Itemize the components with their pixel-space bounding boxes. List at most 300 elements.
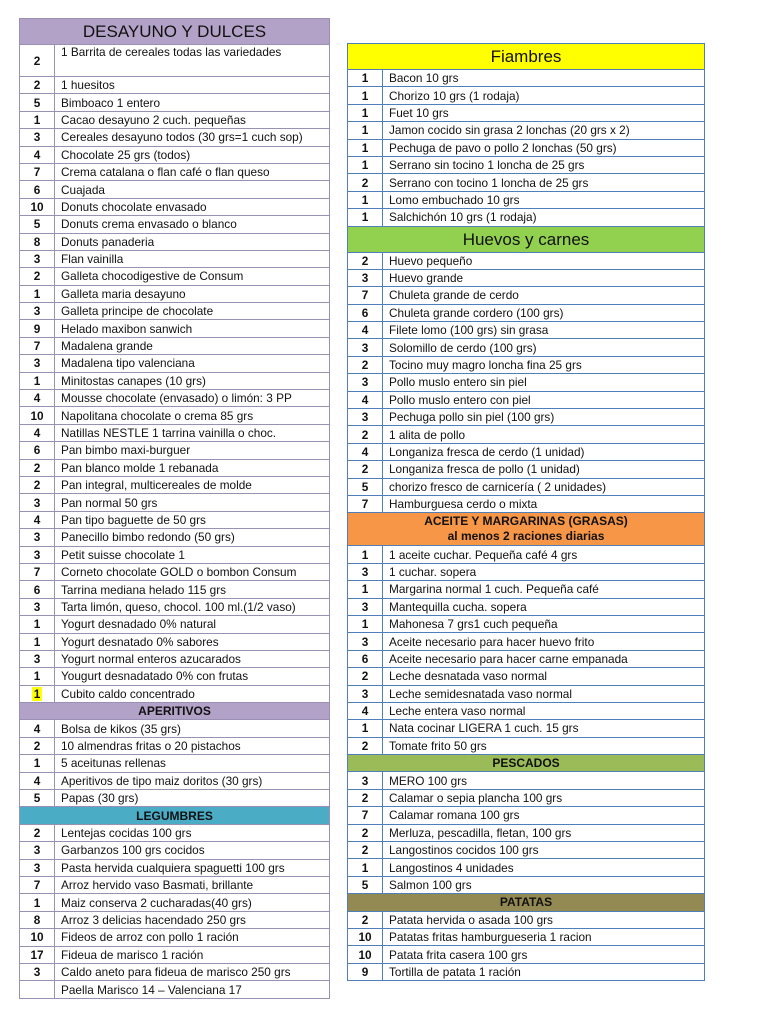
table-row: [20, 163, 330, 180]
food-item: Yogurt desnadado 0% natural: [55, 616, 330, 633]
table-row: [348, 928, 705, 945]
portion-count: 1: [33, 617, 41, 632]
table-row: [20, 250, 330, 267]
portion-count: 4: [33, 512, 41, 527]
table-row: [20, 442, 330, 459]
food-item: Filete lomo (100 grs) sin grasa: [383, 322, 705, 339]
food-item: Pechuga de pavo o pollo 2 lonchas (50 grs): [383, 139, 705, 156]
portion-count: 2: [361, 253, 369, 268]
table-row: [348, 824, 705, 841]
table-row: [20, 320, 330, 337]
portion-count-cell: [348, 461, 383, 478]
table-row: [348, 287, 705, 304]
food-item: Pollo muslo entero con piel: [383, 391, 705, 408]
food-item: Donuts crema envasado o blanco: [55, 216, 330, 233]
portion-count-cell: [348, 322, 383, 339]
table-row: [348, 581, 705, 598]
food-item: 1 cuchar. sopera: [383, 563, 705, 580]
portion-count: 3: [33, 547, 41, 562]
food-item: Bacon 10 grs: [383, 70, 705, 87]
portion-count-cell: [20, 390, 55, 407]
portion-count-cell: [348, 650, 383, 667]
portion-count-cell: [348, 252, 383, 269]
table-row: [20, 372, 330, 389]
food-item: Madalena tipo valenciana: [55, 355, 330, 372]
portion-count: 2: [361, 843, 369, 858]
portion-count-cell: [20, 563, 55, 580]
table-row: [20, 720, 330, 737]
table-row: [348, 737, 705, 754]
portion-count: 6: [361, 651, 369, 666]
portion-count: 3: [33, 860, 41, 875]
portion-count-cell: [348, 409, 383, 426]
section-title: [348, 44, 705, 70]
food-item: Tortilla de patata 1 ración: [383, 963, 705, 980]
portion-count: 3: [33, 843, 41, 858]
portion-count: 3: [33, 530, 41, 545]
food-item: Crema catalana o flan café o flan queso: [55, 163, 330, 180]
section-title: [348, 755, 705, 772]
portion-count: 2: [33, 739, 41, 754]
food-item: Calamar romana 100 grs: [383, 807, 705, 824]
portion-count: 1: [361, 123, 369, 138]
portion-count: 1: [361, 158, 369, 173]
portion-count-cell: [348, 807, 383, 824]
food-item: Tarta limón, queso, chocol. 100 ml.(1/2 vaso): [55, 598, 330, 615]
food-item: Pan tipo baguette de 50 grs: [55, 511, 330, 528]
portion-count-cell: [20, 511, 55, 528]
table-row: [348, 807, 705, 824]
portion-count-cell: [348, 426, 383, 443]
portion-count-cell: [20, 685, 55, 702]
portion-count-cell: [348, 287, 383, 304]
portion-count-cell: [20, 163, 55, 180]
portion-count: 4: [33, 721, 41, 736]
portion-count: 6: [361, 305, 369, 320]
portion-count: 7: [361, 288, 369, 303]
portion-count: 1: [361, 140, 369, 155]
portion-count: 3: [33, 252, 41, 267]
section-title: [348, 226, 705, 252]
table-row: [348, 269, 705, 286]
table-row: [348, 122, 705, 139]
portion-count-cell: [348, 772, 383, 789]
portion-count: 4: [33, 147, 41, 162]
portion-count-cell: [348, 563, 383, 580]
portion-count-cell: [20, 303, 55, 320]
portion-count: 2: [361, 358, 369, 373]
portion-count-cell: [348, 946, 383, 963]
table-row: [348, 374, 705, 391]
portion-count-cell: [20, 111, 55, 128]
food-item: Fuet 10 grs: [383, 104, 705, 121]
food-item: 10 almendras fritas o 20 pistachos: [55, 737, 330, 754]
food-item: Pan normal 50 grs: [55, 494, 330, 511]
food-item: Merluza, pescadilla, fletan, 100 grs: [383, 824, 705, 841]
table-row: [348, 104, 705, 121]
portion-count-cell: [20, 876, 55, 893]
portion-count: 5: [361, 877, 369, 892]
food-item: Donuts chocolate envasado: [55, 198, 330, 215]
table-row: [348, 876, 705, 893]
food-item: Flan vainilla: [55, 250, 330, 267]
food-item: Helado maxibon sanwich: [55, 320, 330, 337]
table-row: [20, 685, 330, 702]
food-item: Panecillo bimbo redondo (50 grs): [55, 529, 330, 546]
table-row: [348, 174, 705, 191]
food-item: Tarrina mediana helado 115 grs: [55, 581, 330, 598]
food-item: Langostinos cocidos 100 grs: [383, 842, 705, 859]
food-item: Lomo embuchado 10 grs: [383, 191, 705, 208]
portion-count-cell: [20, 842, 55, 859]
portion-count-cell: [348, 963, 383, 980]
portion-count: 2: [33, 825, 41, 840]
table-row: [20, 77, 330, 94]
table-row: [20, 337, 330, 354]
portion-count: 3: [33, 652, 41, 667]
portion-count: 1: [33, 286, 41, 301]
table-row: [20, 650, 330, 667]
food-item: 5 aceitunas rellenas: [55, 755, 330, 772]
portion-count-cell: [20, 216, 55, 233]
food-item: Mahonesa 7 grs1 cuch pequeña: [383, 615, 705, 632]
portion-count: 10: [30, 930, 44, 945]
portion-count-cell: [348, 304, 383, 321]
portion-count-cell: [348, 174, 383, 191]
food-item: Leche semidesnatada vaso normal: [383, 685, 705, 702]
table-row: [348, 650, 705, 667]
portion-count: 2: [361, 175, 369, 190]
table-row: [20, 668, 330, 685]
table-row: [348, 946, 705, 963]
portion-count: 10: [358, 930, 372, 945]
table-row: [20, 598, 330, 615]
portion-count: 6: [33, 182, 41, 197]
table-row: [348, 70, 705, 87]
table-row: [20, 929, 330, 946]
food-item: Caldo aneto para fideua de marisco 250 grs: [55, 963, 330, 980]
table-row: [20, 45, 330, 77]
food-item: Fideos de arroz con pollo 1 ración: [55, 929, 330, 946]
table-row: [348, 685, 705, 702]
food-item: Huevo grande: [383, 269, 705, 286]
portion-count: 1: [33, 634, 41, 649]
table-row: [348, 911, 705, 928]
portion-count-cell: [20, 424, 55, 441]
portion-count-cell: [348, 876, 383, 893]
food-item: Huevo pequeño: [383, 252, 705, 269]
table-row: [348, 461, 705, 478]
table-row: [20, 407, 330, 424]
food-item: Natillas NESTLE 1 tarrina vainilla o choc.: [55, 424, 330, 441]
portion-count: 3: [33, 599, 41, 614]
section-header: [348, 894, 705, 911]
portion-count: 2: [361, 462, 369, 477]
table-row: [348, 209, 705, 226]
table-row: [20, 790, 330, 807]
section-title-text: APERITIVOS: [138, 704, 211, 719]
food-item: Yogurt desnatado 0% sabores: [55, 633, 330, 650]
food-item: Chuleta grande cordero (100 grs): [383, 304, 705, 321]
portion-count-cell: [348, 122, 383, 139]
portion-count-cell: [20, 94, 55, 111]
portion-count: 6: [33, 443, 41, 458]
portion-count-cell: [20, 129, 55, 146]
portion-count-cell: [20, 650, 55, 667]
portion-count-cell: [348, 391, 383, 408]
portion-count: 1: [33, 895, 41, 910]
table-row: [348, 156, 705, 173]
section-title-text: ACEITE Y MARGARINAS (GRASAS): [424, 514, 628, 529]
portion-count-cell: [348, 685, 383, 702]
portion-count-cell: [20, 442, 55, 459]
portion-count: 7: [361, 808, 369, 823]
table-row: [348, 443, 705, 460]
section-title: [20, 703, 330, 720]
table-row: [348, 789, 705, 806]
portion-count-cell: [348, 633, 383, 650]
desayuno-table: [19, 18, 330, 999]
table-row: [348, 633, 705, 650]
food-item: Hamburguesa cerdo o mixta: [383, 495, 705, 512]
portion-count: 1: [361, 88, 369, 103]
portion-count-cell: [20, 946, 55, 963]
portion-count: 4: [33, 426, 41, 440]
food-item: Solomillo de cerdo (100 grs): [383, 339, 705, 356]
portion-count-cell: [348, 374, 383, 391]
food-item: Mousse chocolate (envasado) o limón: 3 PP: [55, 390, 330, 407]
food-item: Arroz 3 delicias hacendado 250 grs: [55, 911, 330, 928]
portion-count-cell: [348, 356, 383, 373]
portion-count-cell: [20, 546, 55, 563]
section-title: [20, 807, 330, 824]
portion-count: 2: [361, 669, 369, 684]
portion-count-cell: [20, 581, 55, 598]
portion-count: 3: [33, 965, 41, 980]
section-title: [348, 894, 705, 911]
portion-count-cell: [348, 87, 383, 104]
portion-count-cell: [348, 269, 383, 286]
table-row: [348, 426, 705, 443]
portion-count: 2: [33, 478, 41, 493]
portion-count: 1: [33, 373, 41, 388]
portion-count-cell: [348, 191, 383, 208]
table-row: [348, 598, 705, 615]
table-row: [348, 356, 705, 373]
portion-count-cell: [20, 372, 55, 389]
portion-count: 2: [361, 791, 369, 806]
food-item: Corneto chocolate GOLD o bombon Consum: [55, 563, 330, 580]
food-item: Aceite necesario para hacer huevo frito: [383, 633, 705, 650]
portion-count-cell: [20, 250, 55, 267]
table-row: [20, 633, 330, 650]
section-header: [348, 513, 705, 546]
food-item: Tomate frito 50 grs: [383, 737, 705, 754]
table-row: [348, 615, 705, 632]
portion-count: 3: [361, 410, 369, 425]
table-row: [348, 87, 705, 104]
section-header: [20, 19, 330, 45]
section-header: [348, 44, 705, 70]
table-row: [20, 424, 330, 441]
food-item: Serrano con tocino 1 loncha de 25 grs: [383, 174, 705, 191]
portion-count: 1: [33, 756, 41, 771]
portion-count-cell: [348, 702, 383, 719]
portion-count: 4: [361, 392, 369, 407]
table-row: [20, 737, 330, 754]
portion-count-cell: [20, 268, 55, 285]
section-title-text: PESCADOS: [492, 756, 560, 771]
portion-count: 5: [361, 479, 369, 494]
portion-count-cell: [20, 407, 55, 424]
portion-count: 7: [33, 339, 41, 354]
food-item: Patatas fritas hamburgueseria 1 racion: [383, 928, 705, 945]
table-row: [20, 946, 330, 963]
table-row: [20, 216, 330, 233]
food-item: Paella Marisco 14 – Valenciana 17: [55, 981, 330, 998]
table-row: [348, 963, 705, 980]
portion-count-cell: [20, 494, 55, 511]
food-item: Donuts panaderia: [55, 233, 330, 250]
food-item: Mantequilla cucha. sopera: [383, 598, 705, 615]
food-item: Pechuga pollo sin piel (100 grs): [383, 409, 705, 426]
food-item: Chorizo 10 grs (1 rodaja): [383, 87, 705, 104]
portion-count-cell: [20, 77, 55, 94]
food-item: Aceite necesario para hacer carne empanada: [383, 650, 705, 667]
table-row: [20, 772, 330, 789]
table-row: [20, 181, 330, 198]
table-row: [20, 981, 330, 998]
table-row: [20, 546, 330, 563]
table-row: [348, 252, 705, 269]
table-row: [348, 339, 705, 356]
food-item: Bolsa de kikos (35 grs): [55, 720, 330, 737]
portion-count: 2: [33, 78, 41, 93]
portion-count-cell: [348, 737, 383, 754]
food-item: Pollo muslo entero sin piel: [383, 374, 705, 391]
portion-count: 3: [361, 271, 369, 286]
food-item: Cereales desayuno todos (30 grs=1 cuch sop): [55, 129, 330, 146]
food-item: Madalena grande: [55, 337, 330, 354]
food-item: Galleta maria desayuno: [55, 285, 330, 302]
portion-count-cell: [348, 668, 383, 685]
food-item: 1 huesitos: [55, 77, 330, 94]
portion-count-cell: [348, 139, 383, 156]
table-row: [20, 563, 330, 580]
portion-count: 10: [30, 408, 44, 423]
portion-count: 2: [361, 912, 369, 927]
portion-count-cell: [20, 929, 55, 946]
table-row: [348, 842, 705, 859]
food-item: Pasta hervida cualquiera spaguetti 100 grs: [55, 859, 330, 876]
portion-count-cell: [348, 546, 383, 563]
table-row: [348, 409, 705, 426]
portion-count-cell: [348, 495, 383, 512]
portion-count-cell: [20, 320, 55, 337]
portion-count-cell: [20, 285, 55, 302]
portion-count-cell: [348, 156, 383, 173]
food-item: 1 Barrita de cereales todas las variedades: [55, 45, 330, 77]
portion-count-cell: [20, 772, 55, 789]
table-row: [348, 720, 705, 737]
portion-count: 3: [361, 340, 369, 355]
portion-count-cell: [20, 146, 55, 163]
table-row: [20, 824, 330, 841]
table-row: [20, 268, 330, 285]
portion-count: 3: [33, 356, 41, 371]
food-item: Aperitivos de tipo maiz doritos (30 grs): [55, 772, 330, 789]
portion-count: 4: [33, 391, 41, 406]
food-item: Langostinos 4 unidades: [383, 859, 705, 876]
portion-count-cell: [20, 233, 55, 250]
food-item: Papas (30 grs): [55, 790, 330, 807]
portion-count: 10: [358, 947, 372, 962]
table-row: [20, 842, 330, 859]
portion-count-cell: [20, 859, 55, 876]
food-item: Cubito caldo concentrado: [55, 685, 330, 702]
table-row: [20, 755, 330, 772]
portion-count-cell: [348, 443, 383, 460]
food-item: Minitostas canapes (10 grs): [55, 372, 330, 389]
portion-count: 4: [33, 773, 41, 788]
portion-count-cell: [20, 45, 55, 77]
section-title-text: DESAYUNO Y DULCES: [82, 22, 267, 41]
portion-count: 5: [33, 791, 41, 806]
table-row: [348, 191, 705, 208]
portion-count: 1: [361, 210, 369, 225]
table-row: [348, 478, 705, 495]
section-header: [20, 703, 330, 720]
portion-count-cell: [20, 981, 55, 998]
table-row: [348, 702, 705, 719]
portion-count-cell: [348, 720, 383, 737]
food-item: Petit suisse chocolate 1: [55, 546, 330, 563]
table-row: [348, 772, 705, 789]
portion-count-cell: [348, 70, 383, 87]
portion-count: 3: [33, 495, 41, 510]
portion-count: 1: [361, 192, 369, 207]
portion-count-cell: [348, 928, 383, 945]
portion-count-cell: [348, 842, 383, 859]
section-title: [20, 19, 330, 45]
table-row: [20, 876, 330, 893]
portion-count: 1: [361, 721, 369, 736]
table-row: [20, 146, 330, 163]
food-item: Salmon 100 grs: [383, 876, 705, 893]
portion-count: 3: [33, 304, 41, 319]
table-row: [348, 139, 705, 156]
portion-count: 5: [33, 95, 41, 110]
table-row: [20, 285, 330, 302]
food-item: Fideua de marisco 1 ración: [55, 946, 330, 963]
portion-count: 1: [361, 582, 369, 597]
portion-count: 1: [33, 669, 41, 684]
food-item: Serrano sin tocino 1 loncha de 25 grs: [383, 156, 705, 173]
table-row: [348, 668, 705, 685]
table-row: [348, 546, 705, 563]
portion-count-cell: [20, 911, 55, 928]
portion-count: 1: [33, 112, 41, 127]
portion-count: 6: [33, 582, 41, 597]
section-header: [348, 755, 705, 772]
portion-count: 1: [361, 71, 369, 86]
portion-count-cell: [20, 963, 55, 980]
portion-count-cell: [348, 598, 383, 615]
portion-count-cell: [20, 598, 55, 615]
food-item: Cacao desayuno 2 cuch. pequeñas: [55, 111, 330, 128]
food-item: Margarina normal 1 cuch. Pequeña café: [383, 581, 705, 598]
food-item: Garbanzos 100 grs cocidos: [55, 842, 330, 859]
